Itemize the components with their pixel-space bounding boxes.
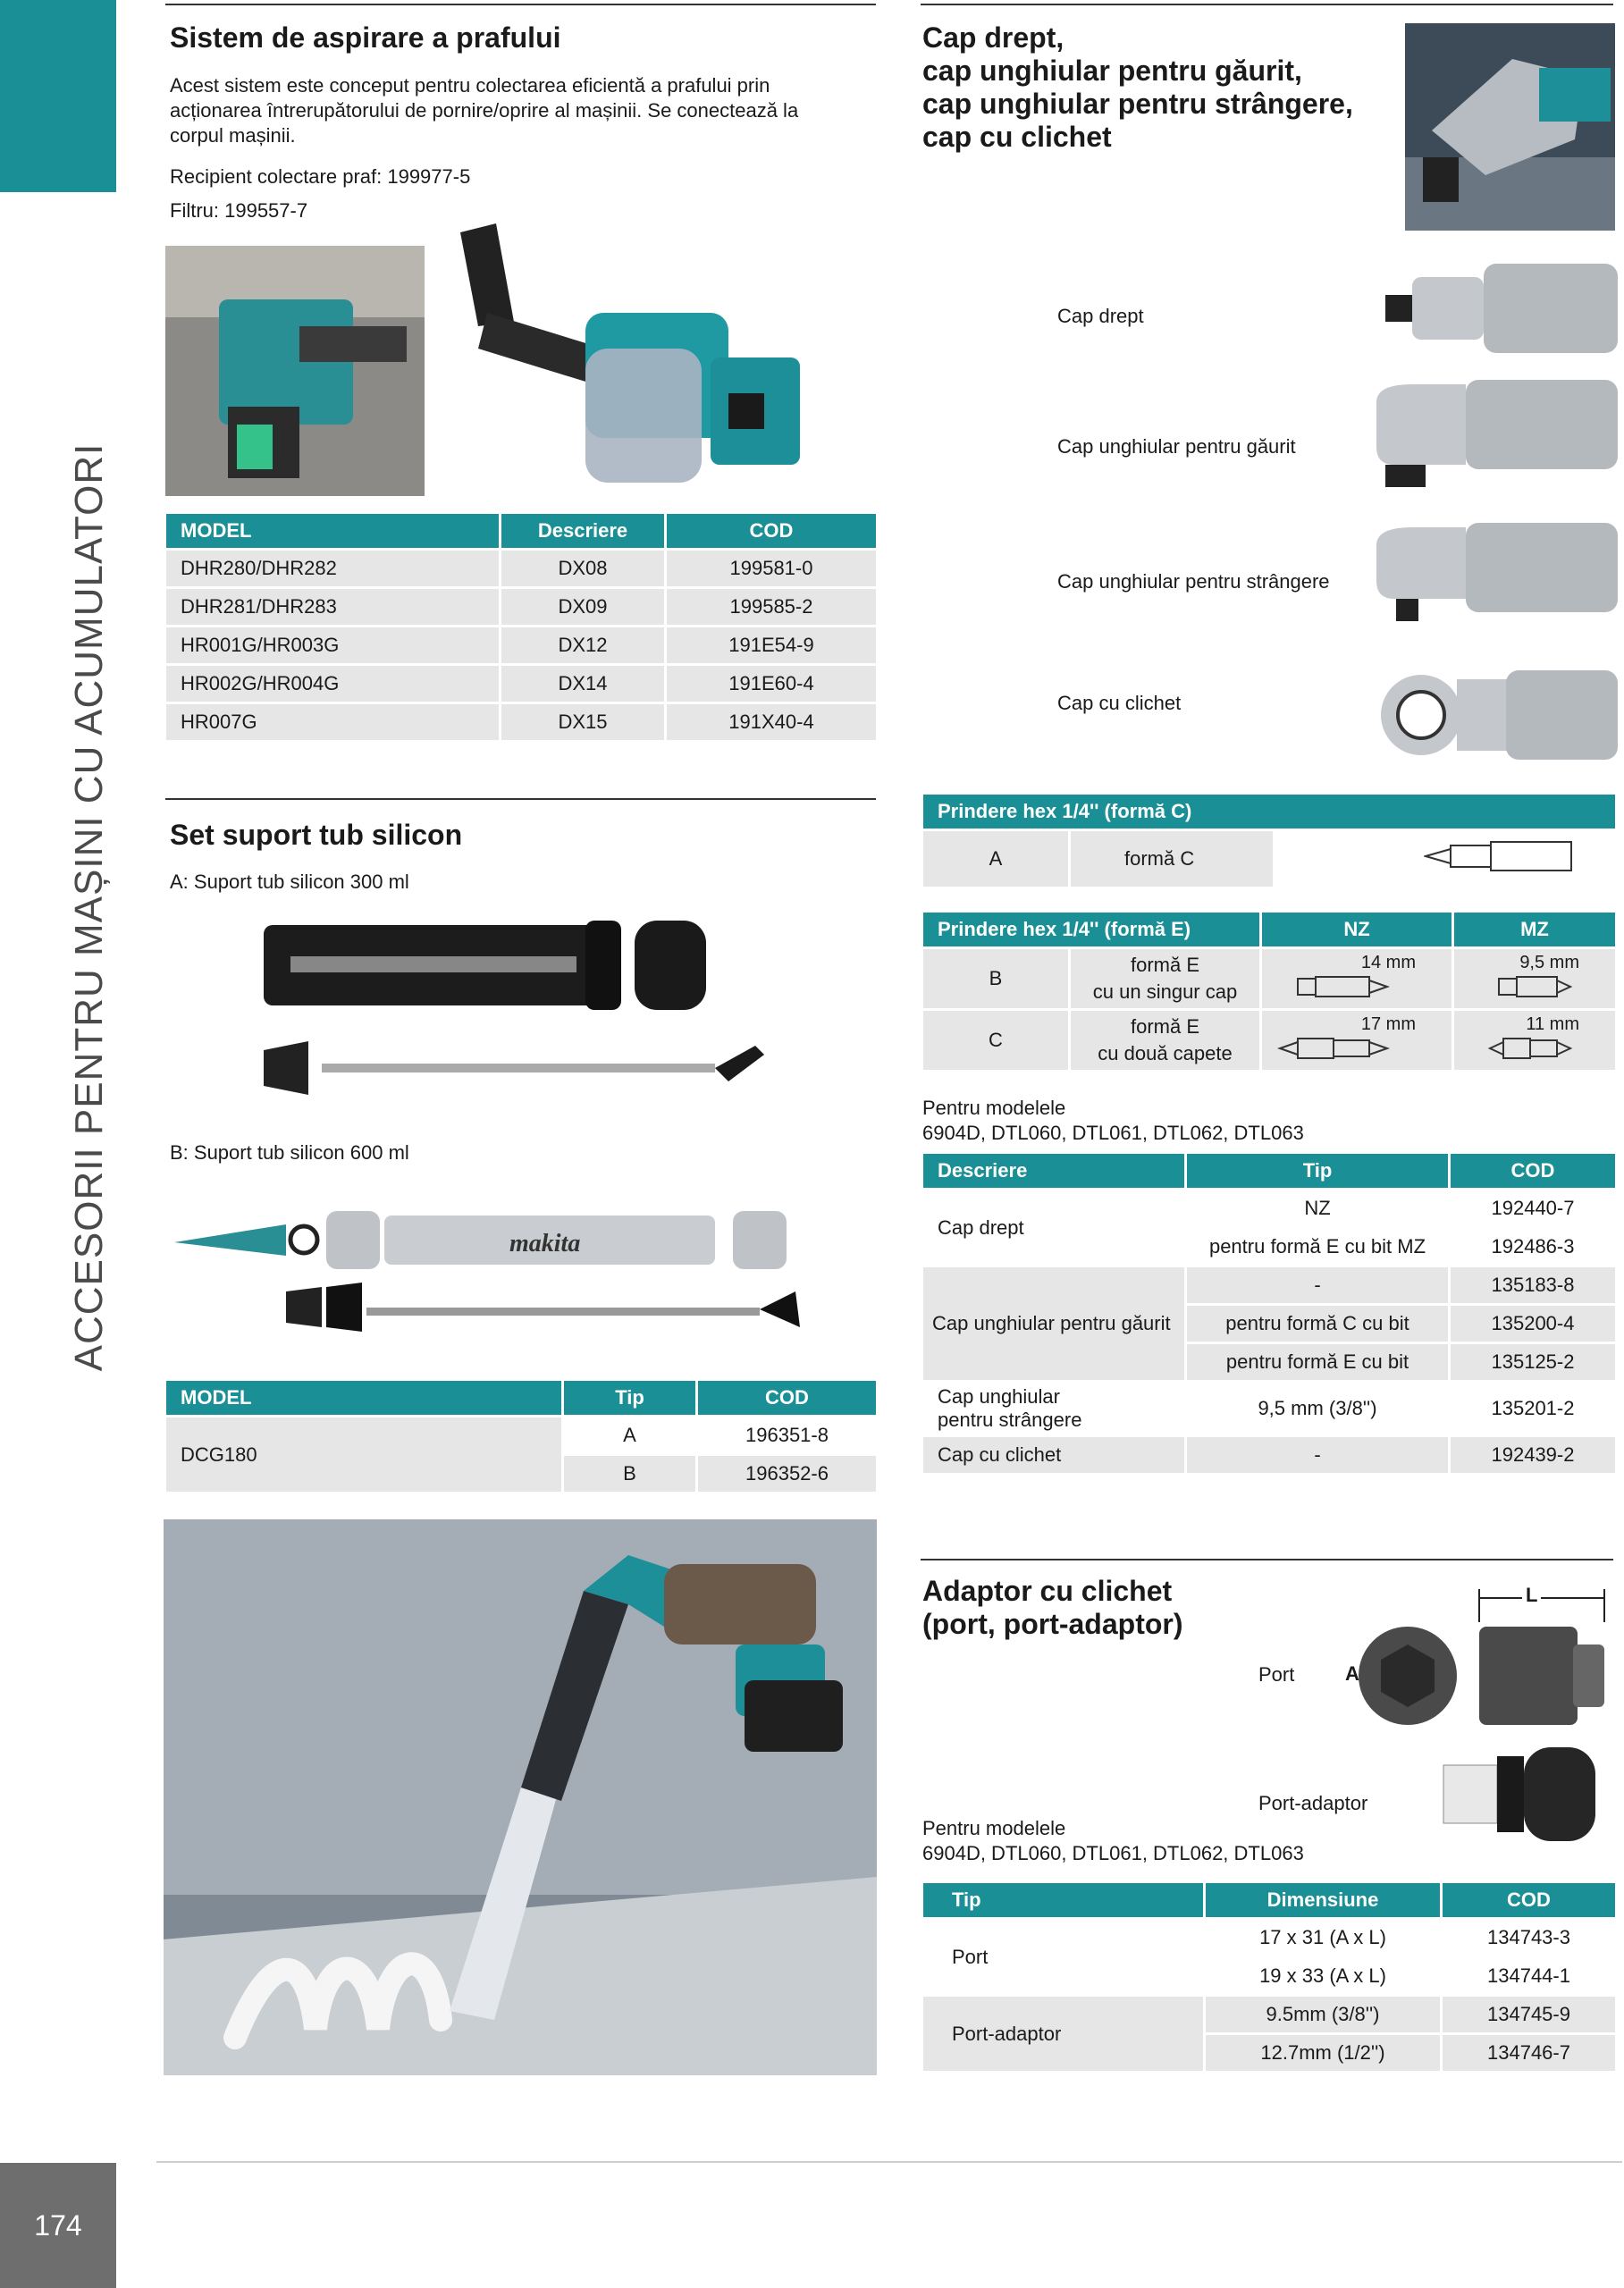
adaptor-header-code: COD	[1443, 1883, 1615, 1917]
dust-cell: HR001G/HR003G	[166, 627, 499, 663]
table-row	[166, 627, 876, 663]
silicon-code: 196352-6	[698, 1456, 876, 1492]
table-row	[923, 1267, 1615, 1303]
dust-header-code: COD	[667, 514, 876, 548]
heads-code: 192440-7	[1451, 1190, 1615, 1226]
heads-title-line: cap unghiular pentru strângere,	[922, 88, 1353, 120]
hex-e-nz-cell	[1262, 949, 1452, 1008]
dust-cell: 191X40-4	[667, 704, 876, 740]
heads-title-line: Cap drept,	[922, 21, 1064, 54]
adaptor-port-adaptor-label: Port-adaptor	[1258, 1792, 1368, 1814]
heads-code: 135201-2	[1451, 1383, 1615, 1434]
heads-title-line: cap unghiular pentru găurit,	[922, 55, 1302, 87]
dust-cell: 191E60-4	[667, 666, 876, 702]
silicon-model: DCG180	[166, 1417, 561, 1492]
heads-desc: Cap cu clichet	[923, 1437, 1184, 1473]
hex-e-form-line: formă E	[1130, 954, 1200, 976]
hex-e-header: Prindere hex 1/4'' (formă E)	[923, 913, 1259, 946]
silicon-600ml-illustration	[170, 1202, 813, 1345]
hex-e-form	[1071, 949, 1259, 1008]
table-row	[166, 551, 876, 586]
heads-illustrations	[1359, 259, 1618, 769]
dust-cell: DX15	[501, 704, 664, 740]
silicon-code: 196351-8	[698, 1417, 876, 1453]
heads-models-label: Pentru modelele	[922, 1097, 1066, 1119]
dust-cell: DHR280/DHR282	[166, 551, 499, 586]
heads-desc: Cap drept	[923, 1190, 1184, 1265]
heads-type: 9,5 mm (3/8'')	[1187, 1383, 1448, 1434]
heads-code: 192486-3	[1451, 1229, 1615, 1265]
hex-e-nz-size: 14 mm	[1360, 952, 1416, 972]
table-row	[923, 1437, 1615, 1473]
hex-c-table	[921, 792, 1618, 889]
adaptor-dim-l: L	[1522, 1584, 1541, 1607]
hex-e-mz-cell	[1454, 1011, 1615, 1070]
hex-e-form	[1071, 1011, 1259, 1070]
side-title: ACCESORII PENTRU MAȘINI CU ACUMULATORI	[67, 442, 111, 1372]
table-row	[166, 589, 876, 625]
heads-desc-line: Cap unghiular	[938, 1385, 1060, 1408]
silicon-table	[164, 1378, 879, 1494]
dust-cell: DX09	[501, 589, 664, 625]
silicon-b-label: B: Suport tub silicon 600 ml	[170, 1141, 409, 1164]
svg-text:makita: makita	[509, 1230, 581, 1258]
hex-c-bit-cell	[1275, 831, 1615, 887]
adaptor-port-label: Port	[1258, 1663, 1295, 1686]
section-divider	[165, 4, 876, 5]
dust-usage-photo	[165, 246, 425, 496]
dust-cell: HR002G/HR004G	[166, 666, 499, 702]
head-label-ratchet: Cap cu clichet	[1057, 692, 1182, 714]
section-divider	[921, 4, 1613, 5]
hex-e-form-line: formă E	[1130, 1015, 1200, 1038]
adaptor-title-line: (port, port-adaptor)	[922, 1608, 1183, 1640]
silicon-300ml-illustration	[255, 916, 827, 1122]
hex-e-header-mz: MZ	[1454, 913, 1615, 946]
hex-e-table	[921, 910, 1618, 1072]
head-label-angle-tight: Cap unghiular pentru strângere	[1057, 570, 1330, 593]
dust-header-model: MODEL	[166, 514, 499, 548]
table-row	[923, 1011, 1615, 1070]
dust-cell: DX12	[501, 627, 664, 663]
heads-type: pentru formă C cu bit	[1187, 1306, 1448, 1342]
adaptor-dim: 19 x 33 (A x L)	[1206, 1958, 1440, 1994]
heads-desc: Cap unghiular pentru găurit	[923, 1267, 1184, 1380]
page-number: 174	[34, 2208, 82, 2242]
heads-type: -	[1187, 1267, 1448, 1303]
adaptor-code: 134745-9	[1443, 1997, 1615, 2032]
heads-title-line: cap cu clichet	[922, 121, 1112, 153]
table-row	[923, 1190, 1615, 1226]
dust-title: Sistem de aspirare a prafului	[170, 21, 561, 54]
table-row	[923, 949, 1615, 1008]
hex-e-form-line: cu un singur cap	[1092, 980, 1238, 1003]
silicon-type: B	[564, 1456, 695, 1492]
footer-divider	[156, 2161, 1622, 2163]
adaptor-models-label: Pentru modelele	[922, 1817, 1066, 1839]
heads-header-code: COD	[1451, 1154, 1615, 1188]
adaptor-type: Port-adaptor	[923, 1997, 1203, 2071]
adaptor-table	[921, 1880, 1618, 2074]
section-divider	[165, 798, 876, 800]
hex-e-key: B	[923, 949, 1068, 1008]
table-row	[923, 831, 1615, 887]
adaptor-type: Port	[923, 1920, 1203, 1994]
dust-cell: DX14	[501, 666, 664, 702]
heads-header-type: Tip	[1187, 1154, 1448, 1188]
dust-cell: HR007G	[166, 704, 499, 740]
adaptor-title-line: Adaptor cu clichet	[922, 1575, 1173, 1607]
hex-c-key: A	[923, 831, 1068, 887]
adaptor-title	[922, 1575, 1183, 1641]
heads-code: 135200-4	[1451, 1306, 1615, 1342]
heads-header-desc: Descriere	[923, 1154, 1184, 1188]
dust-description: Acest sistem este conceput pentru colectarea eficientă a prafului prin acționarea întrerupătorului de pornire/oprire al mașinii. Se conectează la corpul mașinii.	[170, 74, 799, 147]
table-row	[166, 704, 876, 740]
dust-cell: 199581-0	[667, 551, 876, 586]
adaptor-code: 134746-7	[1443, 2035, 1615, 2071]
hex-c-header: Prindere hex 1/4'' (formă C)	[923, 795, 1615, 829]
bit-e-double-icon	[1262, 1035, 1423, 1062]
dust-table	[164, 511, 879, 743]
heads-code: 192439-2	[1451, 1437, 1615, 1473]
dust-cell: 199585-2	[667, 589, 876, 625]
dust-cell: 191E54-9	[667, 627, 876, 663]
adaptor-dim: 12.7mm (1/2'')	[1206, 2035, 1440, 2071]
heads-desc	[923, 1383, 1184, 1434]
bit-e-single-mz-icon	[1454, 973, 1615, 1000]
bit-c-icon	[1424, 837, 1576, 876]
dust-cell: DX08	[501, 551, 664, 586]
heads-type: pentru formă E cu bit	[1187, 1344, 1448, 1380]
hex-e-mz-size: 9,5 mm	[1519, 952, 1579, 972]
silicon-title: Set suport tub silicon	[170, 819, 463, 851]
adaptor-header-type: Tip	[923, 1883, 1203, 1917]
adaptor-illustrations	[1345, 1573, 1613, 1868]
dust-header-desc: Descriere	[501, 514, 664, 548]
heads-desc-line: pentru strângere	[938, 1409, 1082, 1431]
silicon-a-label: A: Suport tub silicon 300 ml	[170, 871, 409, 893]
bit-e-double-mz-icon	[1454, 1035, 1615, 1062]
dust-extractor-photo	[442, 214, 818, 500]
table-row	[923, 1920, 1615, 1956]
silicon-header-model: MODEL	[166, 1381, 561, 1415]
hex-e-form-line: cu două capete	[1098, 1042, 1233, 1064]
heads-models: 6904D, DTL060, DTL061, DTL062, DTL063	[922, 1122, 1304, 1144]
heads-code: 135125-2	[1451, 1344, 1615, 1380]
hex-e-header-nz: NZ	[1262, 913, 1452, 946]
heads-title	[922, 21, 1353, 154]
table-row	[166, 1417, 876, 1453]
hex-c-form: formă C	[1071, 831, 1273, 887]
hex-e-mz-size: 11 mm	[1526, 1014, 1579, 1034]
hex-e-nz-size: 17 mm	[1360, 1014, 1416, 1034]
adaptor-code: 134744-1	[1443, 1958, 1615, 1994]
heads-type: NZ	[1187, 1190, 1448, 1226]
section-divider	[921, 1559, 1613, 1560]
silicon-gun-photo	[164, 1519, 877, 2075]
adaptor-dim-a: A	[1345, 1662, 1359, 1685]
heads-usage-photo	[1405, 23, 1615, 231]
silicon-type: A	[564, 1417, 695, 1453]
adaptor-code: 134743-3	[1443, 1920, 1615, 1956]
table-row	[923, 1997, 1615, 2032]
silicon-header-type: Tip	[564, 1381, 695, 1415]
hex-e-key: C	[923, 1011, 1068, 1070]
dust-collector: Recipient colectare praf: 199977-5	[170, 165, 471, 188]
table-row	[166, 666, 876, 702]
heads-type: -	[1187, 1437, 1448, 1473]
dust-filter: Filtru: 199557-7	[170, 199, 308, 222]
hex-e-nz-cell	[1262, 1011, 1452, 1070]
silicon-header-code: COD	[698, 1381, 876, 1415]
heads-table	[921, 1151, 1618, 1476]
hex-e-mz-cell	[1454, 949, 1615, 1008]
head-label-straight: Cap drept	[1057, 305, 1144, 327]
adaptor-models: 6904D, DTL060, DTL061, DTL062, DTL063	[922, 1842, 1304, 1864]
adaptor-dim: 9.5mm (3/8'')	[1206, 1997, 1440, 2032]
sidebar-accent	[0, 0, 116, 192]
heads-type: pentru formă E cu bit MZ	[1187, 1229, 1448, 1265]
bit-e-single-icon	[1262, 973, 1423, 1000]
heads-code: 135183-8	[1451, 1267, 1615, 1303]
adaptor-header-dim: Dimensiune	[1206, 1883, 1440, 1917]
dust-cell: DHR281/DHR283	[166, 589, 499, 625]
adaptor-dim: 17 x 31 (A x L)	[1206, 1920, 1440, 1956]
head-label-angle-drill: Cap unghiular pentru găurit	[1057, 435, 1296, 458]
table-row	[923, 1383, 1615, 1434]
